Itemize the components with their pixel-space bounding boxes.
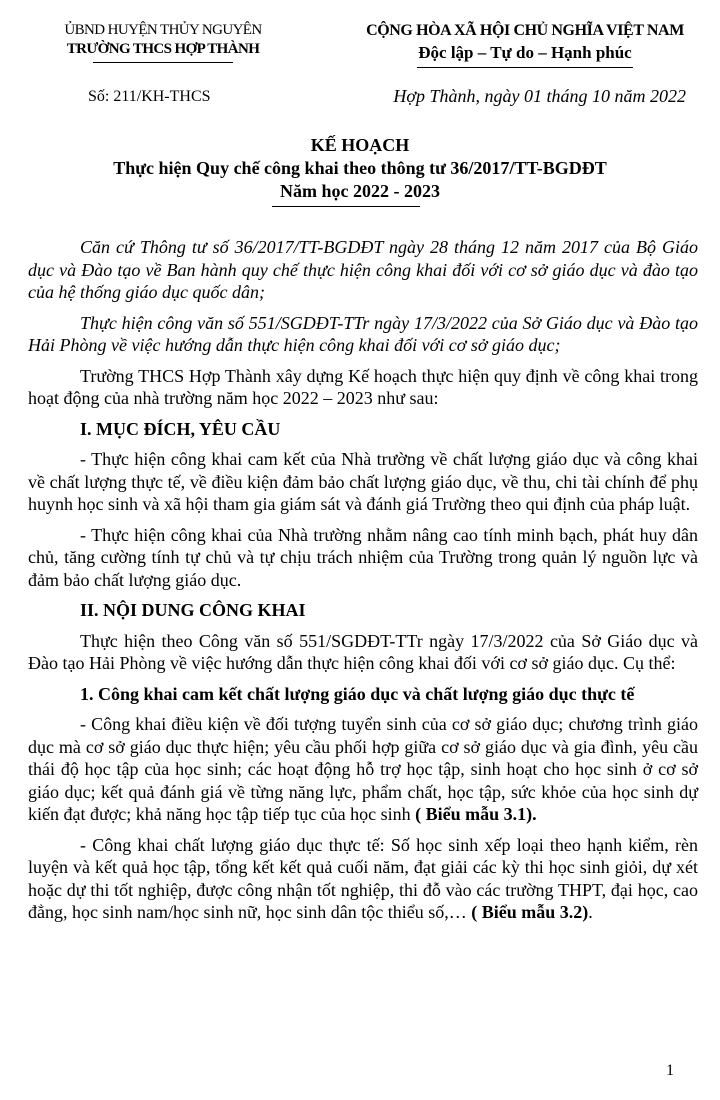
form-reference-3-2: ( Biểu mẫu 3.2) bbox=[471, 902, 589, 922]
country-name: CỘNG HÒA XÃ HỘI CHỦ NGHĨA VIỆT NAM bbox=[366, 22, 684, 39]
content-paragraph-2 bbox=[28, 834, 698, 924]
subsection-heading-1: 1. Công khai cam kết chất lượng giáo dục và chất lượng giáo dục thực tế bbox=[80, 683, 635, 704]
legal-basis-2: Thực hiện công văn số 551/SGDĐT-TTr ngày 17/3/2022 của Sở Giáo dục và Đào tạo Hải Phòng về việc hướng dẫn thực hiện công khai đối với cơ sở giáo dục; bbox=[28, 312, 698, 355]
content-text-2: - Công khai chất lượng giáo dục thực tế: Số học sinh xếp loại theo hạnh kiểm, rèn luyện và kết quả học tập, tổng kết kết quả cuối năm, đạt giải các kỳ thi học sinh giỏi, dự xét hoặc dự thi tốt nghiệp, được công nhận tốt nghiệp, thi đỗ vào các trường THPT, đại học, cao đẳng, học sinh nam/học sinh nữ, học sinh dân tộc thiểu số,… bbox=[28, 834, 698, 922]
school-name-underline bbox=[93, 62, 233, 63]
motto-underline bbox=[417, 67, 633, 68]
sentence-end: . bbox=[588, 902, 593, 922]
motto: Độc lập – Tự do – Hạnh phúc bbox=[418, 43, 632, 62]
content-intro: Thực hiện theo Công văn số 551/SGDĐT-TTr ngày 17/3/2022 của Sở Giáo dục và Đào tạo Hải Phòng về việc hướng dẫn thực hiện công khai đối với cơ sở giáo dục. Cụ thể: bbox=[28, 630, 698, 673]
page-number: 1 bbox=[666, 1062, 674, 1079]
district-committee: ỦBND HUYỆN THỦY NGUYÊN bbox=[64, 22, 262, 38]
document-number: Số: 211/KH-THCS bbox=[88, 88, 211, 105]
national-motto bbox=[340, 20, 710, 68]
school-year-underline bbox=[272, 206, 420, 207]
document-type: KẾ HOẠCH bbox=[310, 135, 410, 155]
content-text-1: - Công khai điều kiện về đối tượng tuyển sinh của cơ sở giáo dục; chương trình giáo dục mà cơ sở giáo dục thực hiện; yêu cầu phối hợp giữa cơ sở giáo dục và gia đình, yêu cầu thái độ học tập của học sinh; các hoạt động hỗ trợ học tập, sinh hoạt cho học sinh ở cơ sở giáo dục; kết quả đánh giá về từng năng lực, phẩm chất, học tập, sức khỏe của học sinh dự kiến đạt được; khả năng học tập tiếp tục của học sinh bbox=[28, 714, 698, 824]
section-heading-1: I. MỤC ĐÍCH, YÊU CẦU bbox=[80, 418, 281, 439]
school-name: TRƯỜNG THCS HỢP THÀNH bbox=[66, 41, 260, 57]
document-body bbox=[28, 236, 698, 932]
place-and-date: Hợp Thành, ngày 01 tháng 10 năm 2022 bbox=[393, 86, 686, 106]
document-subject: Thực hiện Quy chế công khai theo thông tư 36/2017/TT-BGDĐT bbox=[113, 158, 607, 178]
legal-basis-1: Căn cứ Thông tư số 36/2017/TT-BGDĐT ngày 28 tháng 12 năm 2017 của Bộ Giáo dục và Đào tạo về Ban hành quy chế thực hiện công khai đối với cơ sở giáo dục và đào tạo của hệ thống giáo dục quốc dân; bbox=[28, 237, 698, 302]
purpose-paragraph-1: - Thực hiện công khai cam kết của Nhà trường về chất lượng giáo dục và công khai về chất lượng thực tế, về điều kiện đảm bảo chất lượng giáo dục, về thu, chi tài chính để phụ huynh học sinh và xã hội tham gia giám sát và đánh giá Trường theo qui định của pháp luật. bbox=[28, 449, 698, 514]
content-paragraph-1 bbox=[28, 713, 698, 826]
intro-paragraph: Trường THCS Hợp Thành xây dựng Kế hoạch thực hiện quy định về công khai trong hoạt động của nhà trường năm học 2022 – 2023 như sau: bbox=[28, 365, 698, 408]
school-year: Năm học 2022 - 2023 bbox=[280, 181, 440, 201]
issuing-organization bbox=[28, 20, 298, 63]
section-heading-2: II. NỘI DUNG CÔNG KHAI bbox=[80, 600, 306, 620]
purpose-paragraph-2: - Thực hiện công khai của Nhà trường nhằm nâng cao tính minh bạch, phát huy dân chủ, tăng cường tính tự chủ và tự chịu trách nhiệm của Trường trong quản lý nguồn lực và đảm bảo chất lượng giáo dục. bbox=[28, 524, 698, 590]
form-reference-3-1: ( Biểu mẫu 3.1). bbox=[415, 804, 537, 824]
